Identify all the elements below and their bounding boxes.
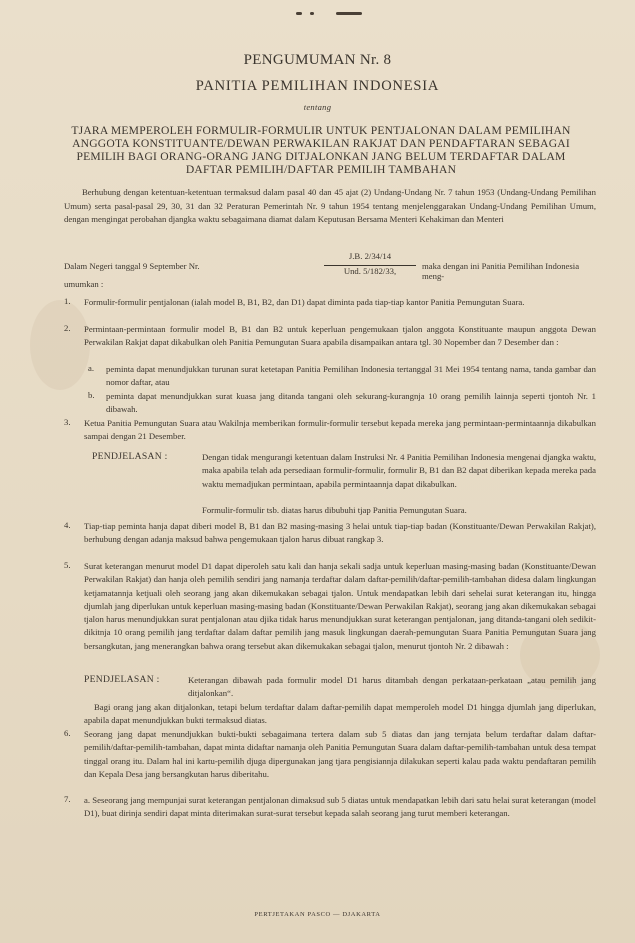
announce-label: umumkan : [64,279,104,289]
intro-paragraph: Berhubung dengan ketentuan-ketentuan termaksud dalam pasal 40 dan 45 ajat (2) Undang-Undang Nr. 7 tahun 1953 (Undang-Undang Pemilihan Umum) serta pasal-pasal 29, 30, 31 dan 32 Peraturan Pemerintah Nr. 9 tahun 1954 tentang menjelenggarakan Undang-Undang Pemilihan Umum, dengan mengingat perobahan djangka waktu sebagaimana diamat dalam Keputusan Bersama Menteri Kehakiman dan Menteri [64,187,596,225]
item-number: 2. [64,323,71,333]
item-number: 1. [64,296,71,306]
printer-imprint: PERTJETAKAN PASCO — DJAKARTA [254,911,381,918]
item-number: 7. [64,794,71,804]
top-ornament [296,9,366,17]
announcement-number: PENGUMUMAN Nr. 8 [243,52,392,68]
note-text: Keterangan dibawah pada formulir model D1 harus ditambah dengan perkataan-perkataan „atau pemilih jang ditjalonkan“. [188,675,596,699]
list-item: Seorang jang dapat menundjukkan bukti-bukti sebagaimana tertera dalam sub 5 diatas dan jang ternjata belum terdaftar dalam daftar-pemilih/daftar-pemilih-tambahan, dapat minta didaftar namanja oleh Panitia Pemungutan Suara dalam daftar-pemilih-tambahan untuk desa tempat tinggal orang itu. Dalam hal ini kartu-pemilih djuga dipergunakan jang tjara pengisiannja dilakukan seperti kalau pada waktu pendaftaran pemilih dan Kepala Desa jang bersangkutan harus diberitahu. [84,729,596,779]
date-suffix: maka dengan ini Panitia Pemilihan Indonesia meng- [422,261,580,281]
date-prefix: Dalam Negeri tanggal 9 September Nr. [64,261,200,271]
note-label: PENDJELASAN : [84,674,160,685]
list-item: Ketua Panitia Pemungutan Suara atau Wakilnja memberikan formulir-formulir tersebut kepada mereka jang permintaan-permintaannja dikabulkan sampai dengan 21 Desember. [84,418,596,442]
note-text: Dengan tidak mengurangi ketentuan dalam Instruksi Nr. 4 Panitia Pemilihan Indonesia mengenai djangka waktu, maka apabila telah ada persediaan formulir-formulir, formulir B, B1 dan B2 dapat diberikan kepada mereka pada waktu memadjukan permintaan, apabila permintaannja dapat dikabulkan. [202,452,596,489]
item-number: 3. [64,417,71,427]
decree-numerator: J.B. 2/34/14 [348,251,392,261]
item-number: 5. [64,560,71,570]
note-label: PENDJELASAN : [92,451,168,462]
about-label: tentang [303,102,332,112]
list-item: Surat keterangan menurut model D1 dapat diperoleh satu kali dan hanja sekali sadja untuk keperluan masing-masing badan (Konstituante/Dewan Perwakilan Rakjat) dan hanja oleh pemilih sendiri jang namanja terdaftar dalam daftar-pemilih/daftar-pemilih-tambahan didesa dalam lingkungan ketjamatannja ketjuali oleh seorang jang akan dikemukakan sebagai tjalon. Untuk mendapatkan lebih dari sehelai surat keterangan itu, hingga djumlah jang diperlukan untuk keperluan masing-masing badan (Konstituante/Dewan Perwakilan Rakjat), seorang jang akan dikemukakan sebagai tjalon harus menundjukkan surat pentjalonan atau djika tidak harus menundjukkan surat keterangan pentjalonan, jang ditanda-tangani oleh sedikit-dikitnja 10 orang pemilih jang terdaftar dalam daftar pemilih jang masuk lingkungan daerah-pemungutan Suara Panitia Pemungutan Suara jang bersangkutan, jang menerangkan bahwa orang tersebut akan dikemukakan sebagai tjalon, menurut tjontoh Nr. 2 dibawah : [84,561,596,651]
document-title: TJARA MEMPEROLEH FORMULIR-FORMULIR UNTUK PENTJALONAN DALAM PEMILIHAN ANGGOTA KONSTITUANTE/DEWAN PERWAKILAN RAKJAT DAN PENDAFTARAN SEBAGAI PEMILIH BAGI ORANG-ORANG JANG DITJALONKAN JANG BELUM TERDAFTAR DALAM DAFTAR PEMILIH/DAFTAR PEMILIH TAMBAHAN [71,124,571,176]
sub-item-letter: b. [88,390,95,400]
sub-item: peminta dapat menundjukkan surat kuasa jang ditanda tangani oleh sekurang-kurangnja 10 orang pemilih lainnja seperti tjontoh Nr. 1 dibawah. [106,391,596,415]
list-item: a. Seseorang jang mempunjai surat keterangan pentjalonan dimaksud sub 5 diatas untuk mendapatkan lebih dari satu helai surat keterangan (model D1), buat dirinja sendiri dapat minta diterimakan surat-surat tersebut kepada salah seorang jang turut memberi keterangan. [84,795,596,819]
decree-line [64,251,596,279]
list-item: Formulir-formulir pentjalonan (ialah model B, B1, B2, dan D1) dapat diminta pada tiap-tiap kantor Panitia Pemungutan Suara. [84,297,525,307]
list-item: Tiap-tiap peminta hanja dapat diberi model B, B1 dan B2 masing-masing 3 helai untuk tiap-tiap badan (Konstituante/Dewan Perwakilan Rakjat), berhubung dengan adanja maksud bahwa pengemukaan tjalon harus dibuat rangkap 3. [84,521,596,545]
note-text: Bagi orang jang akan ditjalonkan, tetapi belum terdaftar dalam daftar-pemilih dapat memperoleh model D1 hingga djumlah jang diperlukan, apabila dapat menundjukkan bukti termaksud diatas. [84,702,596,726]
item-number: 4. [64,520,71,530]
list-item: Permintaan-permintaan formulir model B, B1 dan B2 untuk keperluan pengemukaan tjalon anggota Konstituante maupun anggota Dewan Perwakilan Rakjat dapat dikabulkan oleh Panitia Pemungutan Suara apabila disampaikan antara tgl. 30 Nopember dan 7 Desember dan : [84,324,596,348]
note-text: Formulir-formulir tsb. diatas harus dibubuhi tjap Panitia Pemungutan Suara. [202,505,467,515]
sub-item-letter: a. [88,363,95,373]
sub-item: peminta dapat menundjukkan turunan surat ketetapan Panitia Pemilihan Indonesia tertanggal 31 Mei 1954 tentang nama, tanda gambar dan nomor daftar, atau [106,364,596,388]
item-number: 6. [64,728,71,738]
issuer-name: PANITIA PEMILIHAN INDONESIA [195,78,440,94]
decree-denominator: Und. 5/182/33, [343,266,397,276]
